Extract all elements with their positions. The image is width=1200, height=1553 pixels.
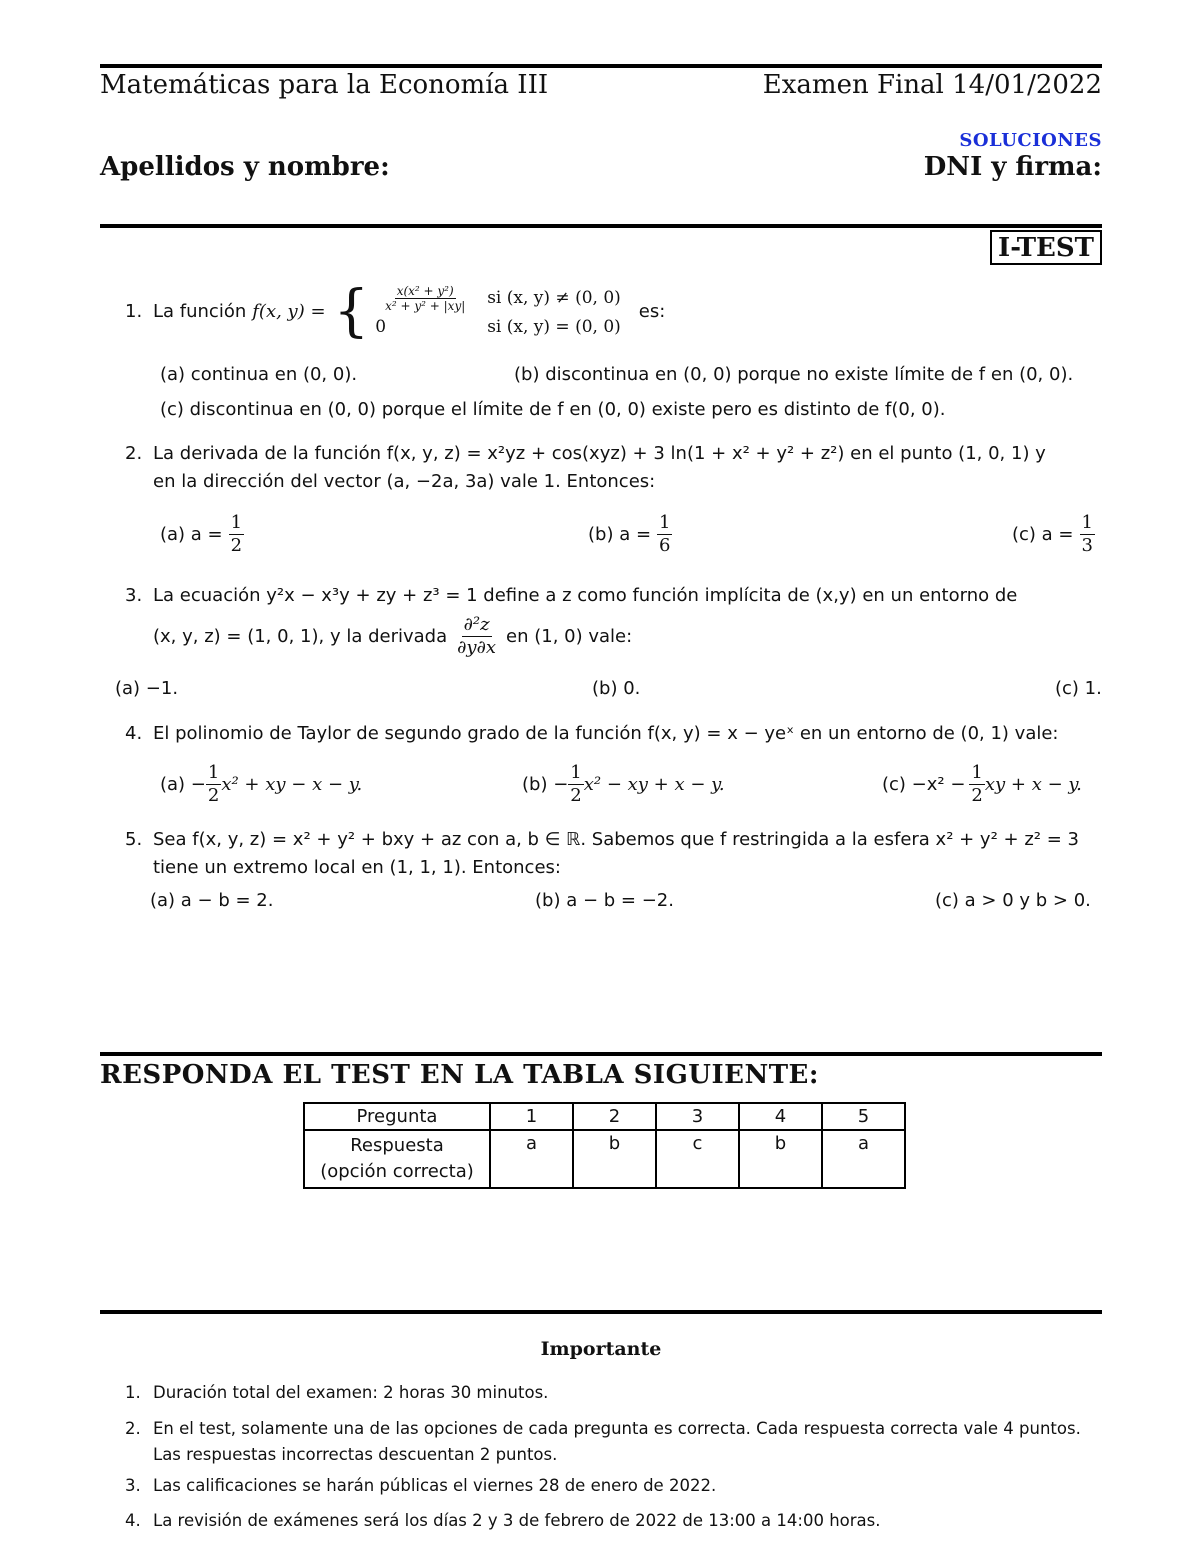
answer-cell: b bbox=[573, 1130, 656, 1188]
option-prefix: (b) − bbox=[522, 774, 569, 795]
important-item: 3. Las calificaciones se harán públicas el viernes 28 de enero de 2022. bbox=[125, 1476, 717, 1495]
question-number: 5. bbox=[125, 829, 143, 850]
question-number-cell: 3 bbox=[656, 1103, 739, 1130]
option-fraction: $\frac{1}{6}$ bbox=[659, 512, 671, 556]
option-prefix: (c) a = bbox=[1012, 524, 1074, 545]
option-prefix: (a) − bbox=[160, 774, 206, 795]
question-number: 3. bbox=[125, 585, 143, 606]
question-text-line2: en la dirección del vector (a, −2a, 3a) vale 1. Entonces: bbox=[153, 471, 656, 492]
option-b bbox=[588, 512, 672, 557]
important-item: 2. En el test, solamente una de las opciones de cada pregunta es correcta. Cada respuesta correcta vale 4 puntos. Las respuestas incorrectas descuentan 2 puntos. bbox=[125, 1419, 1081, 1464]
option-fraction: $\frac{1}{2}$ bbox=[207, 762, 220, 806]
piece2-value: 0 bbox=[375, 317, 387, 337]
function-def: f(x, y) = bbox=[252, 301, 326, 322]
question-text-line1: La ecuación y²x − x³y + zy + z³ = 1 define a z como función implícita de (x,y) en un entorno de bbox=[153, 585, 1018, 606]
answer-cell: b bbox=[739, 1130, 822, 1188]
question-number-cell: 5 bbox=[822, 1103, 905, 1130]
option-fraction: $\frac{1}{2}$ bbox=[971, 762, 983, 806]
header-row bbox=[100, 70, 1102, 100]
question-number-cell: 1 bbox=[490, 1103, 573, 1130]
option-a bbox=[160, 762, 362, 807]
name-label: Apellidos y nombre: bbox=[100, 152, 390, 182]
option-b bbox=[522, 762, 725, 807]
answer-section-rule bbox=[100, 1052, 1102, 1056]
question-4 bbox=[125, 720, 1102, 748]
option-suffix: xy + x − y. bbox=[984, 774, 1082, 795]
option-b: (b) 0. bbox=[592, 678, 641, 699]
option-c bbox=[882, 762, 1082, 807]
answer-table bbox=[303, 1102, 906, 1189]
question-1 bbox=[125, 279, 1102, 344]
option-c: (c) discontinua en (0, 0) porque el límite de f en (0, 0) existe pero es distinto de f(0, 0). bbox=[160, 399, 946, 420]
option-fraction: $\frac{1}{3}$ bbox=[1081, 512, 1093, 556]
solutions-badge: SOLUCIONES bbox=[959, 130, 1102, 151]
option-prefix: (b) a = bbox=[588, 524, 652, 545]
identity-row bbox=[100, 152, 1102, 182]
option-prefix: (c) −x² − bbox=[882, 774, 966, 795]
option-c: (c) a > 0 y b > 0. bbox=[935, 890, 1091, 911]
question-5 bbox=[125, 826, 1102, 882]
question-text-line1: La derivada de la función f(x, y, z) = x²yz + cos(xyz) + 3 ln(1 + x² + y² + z²) en el punto (1, 0, 1) y bbox=[153, 443, 1046, 464]
header-bottom-rule bbox=[100, 224, 1102, 228]
piece1-fraction: $\frac{\text{x(x² + y²)}}{\text{x² + y² + |xy|}}$ bbox=[385, 283, 466, 313]
piece2-condition: si (x, y) = (0, 0) bbox=[487, 317, 621, 337]
important-section-rule bbox=[100, 1310, 1102, 1314]
exam-title: Examen Final 14/01/2022 bbox=[762, 70, 1102, 100]
option-a: (a) continua en (0, 0). bbox=[160, 364, 358, 385]
piecewise-brace: { bbox=[333, 279, 370, 344]
important-item: 1. Duración total del examen: 2 horas 30 minutos. bbox=[125, 1383, 549, 1402]
answer-cell: c bbox=[656, 1130, 739, 1188]
table-header-cell: Respuesta (opción correcta) bbox=[304, 1130, 490, 1188]
course-title: Matemáticas para la Economía III bbox=[100, 70, 549, 100]
exam-page bbox=[100, 0, 1102, 1553]
answer-cell: a bbox=[822, 1130, 905, 1188]
table-row bbox=[304, 1103, 905, 1130]
option-c bbox=[1012, 512, 1095, 557]
option-a: (a) −1. bbox=[115, 678, 179, 699]
piece1-condition: si (x, y) ≠ (0, 0) bbox=[487, 288, 621, 308]
table-row bbox=[304, 1130, 905, 1188]
question-number: 1. bbox=[125, 301, 143, 322]
option-fraction: $\frac{1}{2}$ bbox=[570, 762, 582, 806]
piecewise-cases bbox=[375, 283, 621, 341]
question-text: La función bbox=[153, 301, 247, 322]
option-b: (b) a − b = −2. bbox=[535, 890, 674, 911]
answer-cell: a bbox=[490, 1130, 573, 1188]
option-a: (a) a − b = 2. bbox=[150, 890, 274, 911]
option-fraction: $\frac{1}{2}$ bbox=[230, 512, 243, 556]
important-title: Importante bbox=[540, 1338, 662, 1360]
top-rule bbox=[100, 64, 1102, 68]
option-suffix: x² − xy + x − y. bbox=[583, 774, 725, 795]
option-suffix: x² + xy − x − y. bbox=[221, 774, 363, 795]
question-text-line1: Sea f(x, y, z) = x² + y² + bxy + az con a, b ∈ ℝ. Sabemos que f restringida a la esfera x² + y² + z² = 3 bbox=[153, 829, 1079, 850]
id-label: DNI y firma: bbox=[923, 152, 1102, 182]
question-text-line2: tiene un extremo local en (1, 1, 1). Entonces: bbox=[153, 857, 561, 878]
partial-derivative: $\frac{\text{∂²z}}{\partial y\partial x}$ bbox=[457, 614, 497, 658]
option-prefix: (a) a = bbox=[160, 524, 223, 545]
question-3 bbox=[125, 582, 1102, 659]
question-2 bbox=[125, 440, 1102, 496]
section-box: I-TEST bbox=[990, 230, 1102, 265]
option-c: (c) 1. bbox=[1055, 678, 1102, 699]
question-text-line2: (x, y, z) = (1, 0, 1), y la derivada $\frac{\text{∂²z}}{\partial y\partial x}$ en (1, 0) vale: bbox=[153, 614, 633, 658]
table-header-cell: Pregunta bbox=[304, 1103, 490, 1130]
answer-section-title: RESPONDA EL TEST EN LA TABLA SIGUIENTE: bbox=[100, 1060, 819, 1090]
question-number: 4. bbox=[125, 723, 143, 744]
question-text-end: es: bbox=[638, 301, 666, 322]
question-number-cell: 4 bbox=[739, 1103, 822, 1130]
question-number: 2. bbox=[125, 443, 143, 464]
option-a bbox=[160, 512, 244, 557]
question-number-cell: 2 bbox=[573, 1103, 656, 1130]
question-text-line1: El polinomio de Taylor de segundo grado de la función f(x, y) = x − yeˣ en un entorno de (0, 1) vale: bbox=[153, 723, 1059, 744]
important-item: 4. La revisión de exámenes será los días 2 y 3 de febrero de 2022 de 13:00 a 14:00 horas. bbox=[125, 1511, 881, 1530]
option-b: (b) discontinua en (0, 0) porque no existe límite de f en (0, 0). bbox=[514, 364, 1074, 385]
